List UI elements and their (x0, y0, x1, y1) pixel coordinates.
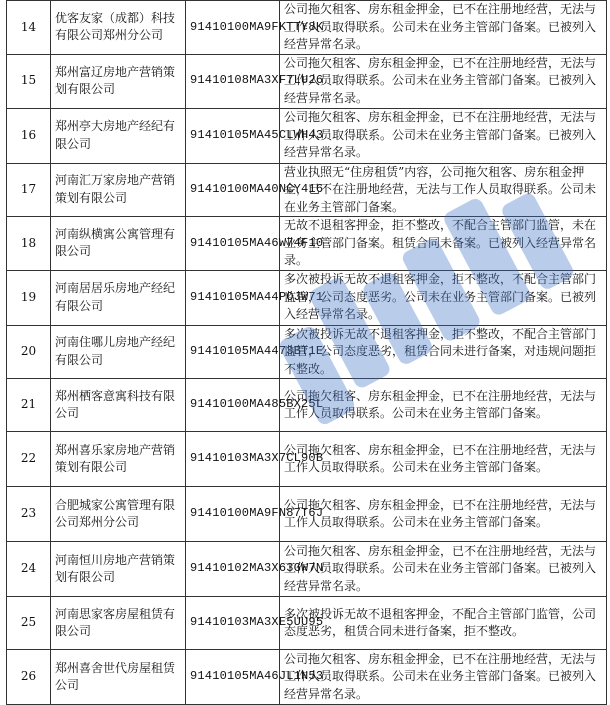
table-row (7, 650, 607, 705)
violation-reason: 营业执照无“住房租赁”内容，公司拖欠租客、房东租金押金，已不在注册地经营，无法与工作人员取得联系。公司未在业务主管部门备案。 (280, 163, 607, 217)
table-row (7, 1, 607, 55)
row-number: 14 (7, 1, 51, 55)
credit-code: 91410105MA46JL1N53 (186, 650, 280, 705)
company-name: 郑州亭大房地产经纪有限公司 (51, 108, 186, 163)
violation-reason: 公司拖欠租客、房东租金押金，已不在注册地经营，无法与工作人员取得联系。公司未在业务主管部门备案。 (280, 487, 607, 542)
credit-code: 91410100MA9FN87T6J (186, 487, 280, 542)
company-name: 郑州栖客意寓科技有限公司 (51, 379, 186, 432)
company-name: 河南思家客房屋租赁有限公司 (51, 597, 186, 650)
table-row (7, 54, 607, 108)
row-number: 17 (7, 163, 51, 217)
credit-code: 91410100MA485BX25L (186, 379, 280, 432)
table-row (7, 325, 607, 379)
row-number: 24 (7, 542, 51, 597)
violation-reason: 公司拖欠租客、房东租金押金，已不在注册地经营，无法与工作人员取得联系。公司未在业务主管部门备案。 (280, 432, 607, 487)
company-name: 郑州喜舍世代房屋租赁公司 (51, 650, 186, 705)
company-name: 河南汇万家房地产营销策划有限公司 (51, 163, 186, 217)
violation-reason: 公司拖欠租客、房东租金押金，已不在注册地经营，无法与工作人员取得联系。公司未在业务主管部门备案。 (280, 379, 607, 432)
violation-reason: 多次被投诉无故不退租客押金，拒不整改，不配合主管部门监管，公司态度恶劣，租赁合同未进行备案，对违规问题拒不整改。 (280, 325, 607, 379)
violation-reason: 公司拖欠租客、房东租金押金，已不在注册地经营，无法与工作人员取得联系。公司未在业务主管部门备案。已被列入经营异常名录。 (280, 650, 607, 705)
row-number: 26 (7, 650, 51, 705)
company-name: 河南住哪儿房地产经纪有限公司 (51, 325, 186, 379)
credit-code: 91410105MA44POJW71 (186, 270, 280, 325)
company-name: 郑州富辽房地产营销策划有限公司 (51, 54, 186, 108)
table-row (7, 217, 607, 271)
table-row (7, 270, 607, 325)
table-row (7, 379, 607, 432)
row-number: 18 (7, 217, 51, 271)
credit-code: 91410105MA4473BT1E (186, 325, 280, 379)
table-row (7, 108, 607, 163)
row-number: 20 (7, 325, 51, 379)
row-number: 16 (7, 108, 51, 163)
credit-code: 91410105MA45CLWH43 (186, 108, 280, 163)
company-name: 河南纵横寓公寓管理有限公司 (51, 217, 186, 271)
violation-reason: 多次被投诉无故不退租客押金，拒不整改，不配合主管部门监管，公司态度恶劣。公司未在业务主管部门备案。已被列入经营异常名录。 (280, 270, 607, 325)
credit-code: 91410100MA9FKTTY8K (186, 1, 280, 55)
row-number: 25 (7, 597, 51, 650)
violation-reason: 无故不退租客押金，拒不整改，不配合主管部门监管，未在业务主管部门备案。租赁合同未备案。已被列入经营异常名录。 (280, 217, 607, 271)
row-number: 19 (7, 270, 51, 325)
company-name: 优客友家（成都）科技有限公司郑州分公司 (51, 1, 186, 55)
credit-code: 91410105MA46W74F10 (186, 217, 280, 271)
violation-reason: 公司拖欠租客、房东租金押金，已不在注册地经营，无法与工作人员取得联系。公司未在业务主管部门备案。已被列入经营异常名录。 (280, 54, 607, 108)
table-row (7, 597, 607, 650)
row-number: 22 (7, 432, 51, 487)
table-body (7, 1, 607, 705)
credit-code: 91410103MA3XE5UU95 (186, 597, 280, 650)
company-name: 郑州喜乐家房地产营销策划有限公司 (51, 432, 186, 487)
credit-code: 91410108MA3XF7LU26 (186, 54, 280, 108)
violation-reason: 多次被投诉无故不退租客押金，不配合主管部门监管，公司态度恶劣，租赁合同未进行备案，拒不整改。 (280, 597, 607, 650)
credit-code: 91410100MA40NCY416 (186, 163, 280, 217)
table-row (7, 487, 607, 542)
row-number: 21 (7, 379, 51, 432)
credit-code: 91410103MA3X7CL90B (186, 432, 280, 487)
table-row (7, 163, 607, 217)
credit-code: 91410102MA3X63GW7N (186, 542, 280, 597)
table-row (7, 542, 607, 597)
company-name: 合肥城家公寓管理有限公司郑州分公司 (51, 487, 186, 542)
violation-reason: 公司拖欠租客、房东租金押金，已不在注册地经营，无法与工作人员取得联系。公司未在业务主管部门备案。已被列入经营异常名录。 (280, 108, 607, 163)
row-number: 23 (7, 487, 51, 542)
blacklist-table (6, 0, 607, 705)
row-number: 15 (7, 54, 51, 108)
violation-reason: 公司拖欠租客、房东租金押金，已不在注册地经营，无法与工作人员取得联系。公司未在业务主管部门备案。已被列入经营异常名录。 (280, 1, 607, 55)
company-name: 河南居居乐房地产经纪有限公司 (51, 270, 186, 325)
violation-reason: 公司拖欠租客、房东租金押金，已不在注册地经营，无法与工作人员取得联系。公司未在业务主管部门备案。已被列入经营异常名录。 (280, 542, 607, 597)
company-name: 河南恒川房地产营销策划有限公司 (51, 542, 186, 597)
table-row (7, 432, 607, 487)
